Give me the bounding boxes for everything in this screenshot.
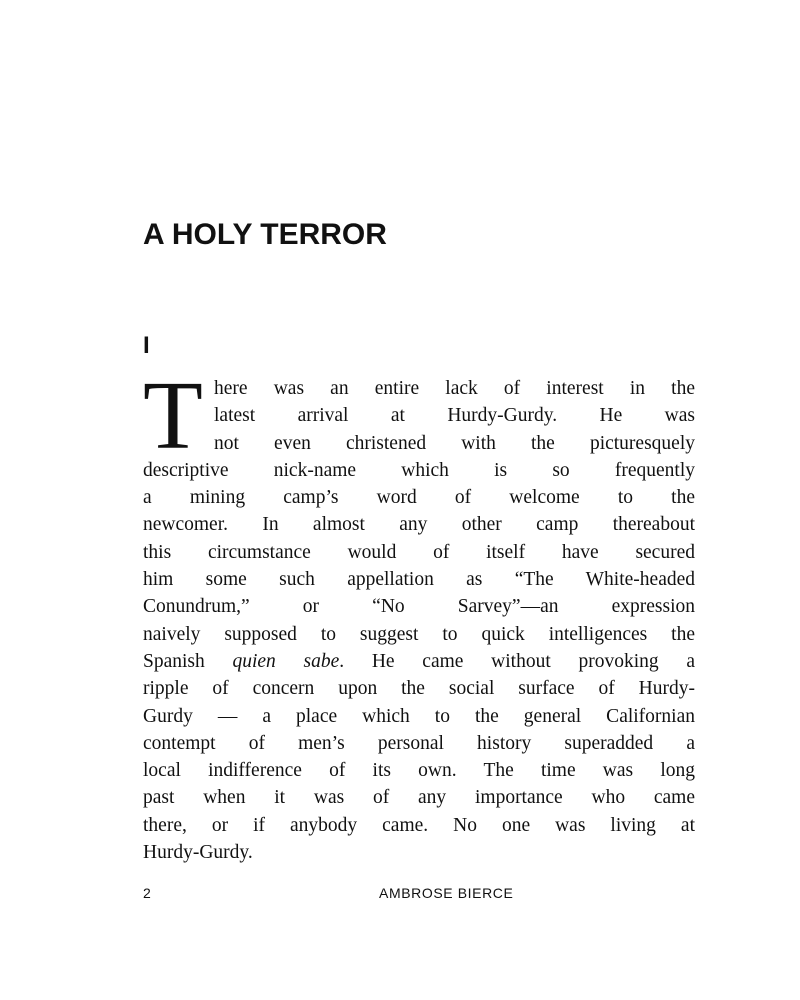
text-line: ripple of concern upon the social surface of Hurdy- (143, 678, 695, 700)
text-line: him some such appellation as “The White-headed (143, 569, 695, 591)
page-footer (143, 885, 695, 905)
text-line: naively supposed to suggest to quick intelligences the (143, 623, 695, 645)
text-line: Hurdy-Gurdy. (143, 842, 253, 864)
text-line: newcomer. In almost any other camp thereabout (143, 514, 695, 536)
italic-phrase: quien sabe (232, 650, 340, 672)
text-line: Conundrum,” or “No Sarvey”—an expression (143, 596, 695, 618)
text-line: this circumstance would of itself have secured (143, 541, 695, 563)
text-segment: . He came without provoking a (339, 650, 695, 672)
text-line: descriptive nick-name which is so frequently (143, 459, 695, 481)
text-line: latest arrival at Hurdy-Gurdy. He was (214, 405, 695, 427)
section-numeral: I (143, 332, 150, 359)
text-line: past when it was of any importance who came (143, 787, 695, 809)
text-line: there, or if anybody came. No one was living at (143, 814, 695, 836)
text-line: a mining camp’s word of welcome to the (143, 487, 695, 509)
text-line: here was an entire lack of interest in the (214, 378, 695, 399)
text-segment: Spanish (143, 650, 233, 672)
page-number: 2 (143, 885, 151, 901)
text-line: local indifference of its own. The time was long (143, 760, 695, 782)
text-line-with-italic (143, 648, 695, 675)
drop-cap: T (143, 362, 203, 470)
story-title: A HOLY TERROR (143, 218, 387, 251)
text-line: contempt of men’s personal history superadded a (143, 732, 695, 754)
body-text (143, 362, 695, 866)
text-line: not even christened with the picturesquely (214, 432, 695, 454)
text-line: Gurdy — a place which to the general Californian (143, 705, 695, 727)
running-head: AMBROSE BIERCE (379, 885, 514, 901)
